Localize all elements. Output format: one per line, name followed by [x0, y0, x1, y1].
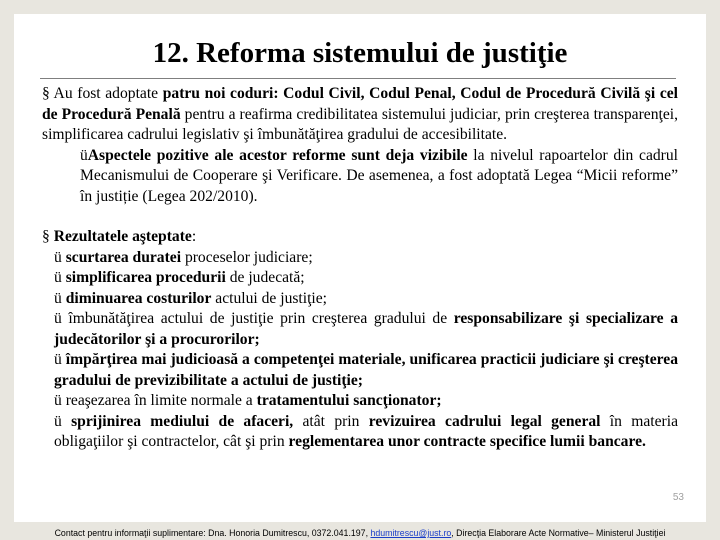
slide-title: 12. Reforma sistemului de justiţie [152, 37, 568, 69]
checkmark-icon: ü [54, 289, 62, 307]
checkmark-icon: ü [54, 351, 62, 368]
checkmark-icon: ü [54, 248, 62, 266]
checkmark-icon: ü [54, 392, 62, 409]
list-item: ü împărţirea mai judicioasă a competenţei materiale, unificarea practicii judiciare şi creşterea gradului de previzibilitate a actului de justiţie; [54, 351, 679, 389]
aspects-paragraph: üAspectele pozitive ale acestor reforme sunt deja vizibile la nivelul rapoartelor din cadrul Mecanismului de Cooperare şi Verificare. De asemenea, a fost adoptată Legea “Micii reforme” în justiție (Legea 202/2010). [80, 146, 678, 205]
square-bullet-icon: § [42, 85, 50, 102]
slide-body [42, 84, 678, 453]
email-link[interactable]: hdumitrescu@just.ro [370, 528, 452, 538]
list-item: ü reaşezarea în limite normale a tratamentului sancţionator; [54, 392, 442, 409]
checkmark-icon: ü [54, 269, 62, 286]
list-item: ü îmbunătăţirea actului de justiţie prin creşterea gradului de responsabilizare şi specializare a judecătorilor şi a procurorilor; [54, 310, 678, 348]
list-item: ü sprijinirea mediului de afaceri, atât prin revizuirea cadrului legal general în materia obligaţiilor şi contractelor, cât şi prin reglementarea unor contracte specifice lumii bancare. [54, 412, 678, 450]
checkmark-icon: ü [54, 310, 62, 327]
results-heading: § Rezultatele aşteptate: [42, 228, 197, 245]
slide [14, 14, 706, 522]
title-divider [40, 78, 676, 79]
contact-footer: Contact pentru informaţii suplimentare: Dna. Honoria Dumitrescu, 0372.041.197, hdumitrescu@just.ro, Direcţia Elaborare Acte Normative– Ministerul Justiţiei [54, 528, 666, 538]
page-number: 53 [672, 492, 684, 503]
list-item: ü simplificarea procedurii de judecată; [54, 269, 305, 286]
intro-paragraph: § Au fost adoptate patru noi coduri: Codul Civil, Codul Penal, Codul de Procedură Civilă şi cel de Procedură Penală pentru a reafirma credibilitatea sistemului judiciar, prin creşterea transparenţei, simplificarea cadrului legislativ şi îmbunătăţirea gradului de accesibilitate. [42, 85, 678, 143]
results-list [54, 248, 678, 453]
checkmark-icon: ü [80, 146, 88, 164]
square-bullet-icon: § [42, 228, 50, 245]
list-item: ü diminuarea costurilor actului de justiţie; [54, 289, 328, 307]
checkmark-icon: ü [54, 412, 62, 430]
list-item: ü scurtarea duratei proceselor judiciare; [54, 248, 313, 266]
